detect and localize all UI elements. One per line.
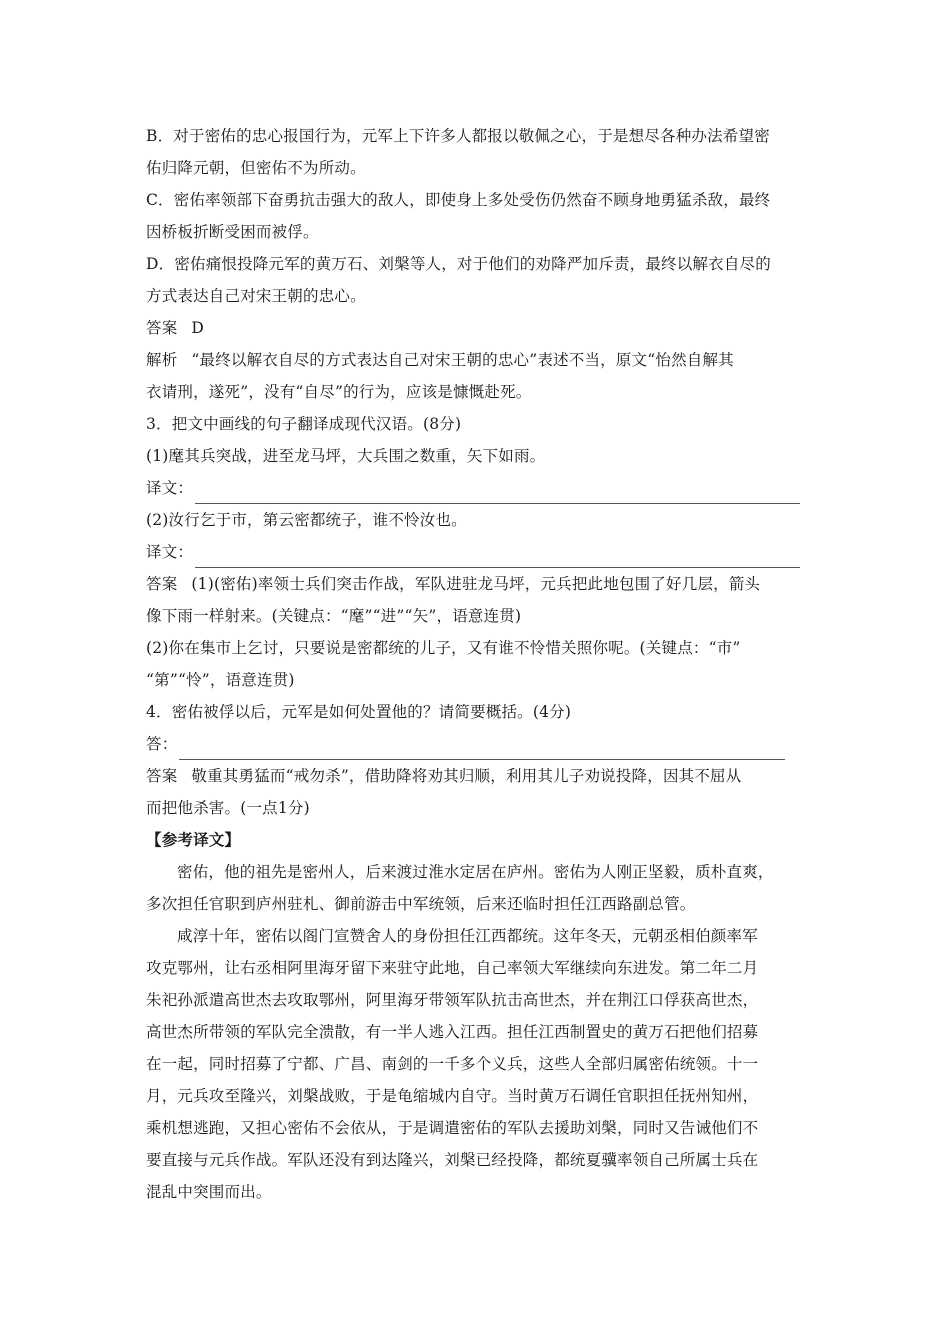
q3-item-1: (1)麾其兵突战，进至龙马坪，大兵围之数重，矢下如雨。 [146,447,546,465]
reference-para-1-line: 密佑，他的祖先是密州人，后来渡过淮水定居在庐州。密佑为人刚正坚毅，质朴直爽， [177,863,774,881]
answer-input[interactable] [179,737,785,760]
q3-answer-line-2: 像下雨一样射来。(关键点：“麾”“进”“矢”，语意连贯) [146,607,522,625]
reference-para-2-line: 混乱中突围而出。 [146,1183,272,1201]
reference-para-2-line: 咸淳十年，密佑以阁门宣赞舍人的身份担任江西都统。这年冬天，元朝丞相伯颜率军 [177,927,758,945]
q3-title: 3．把文中画线的句子翻译成现代汉语。(8分) [146,415,462,433]
reference-para-2-line: 要直接与元兵作战。军队还没有到达隆兴，刘槃已经投降，都统夏骥率领自己所属士兵在 [146,1151,759,1169]
document-page [146,120,810,1208]
reference-para-2-line: 月，元兵攻至隆兴，刘槃战败，于是龟缩城内自守。当时黄万石调任官职担任抚州知州， [146,1087,759,1105]
option-c-line-2: 因桥板折断受困而被俘。 [146,223,319,241]
translation-input-1[interactable] [195,481,800,504]
answer-text: (1)(密佑)率领士兵们突击作战，军队进驻龙马坪，元兵把此地包围了好几层，箭头 [191,575,761,593]
option-d-line-2: 方式表达自己对宋王朝的忠心。 [146,287,366,305]
answer-label: 答案 [146,575,178,593]
translation-label: 译文： [146,543,194,561]
option-b-line-2: 佑归降元朝，但密佑不为所动。 [146,159,366,177]
q3-translation-row-2 [146,536,810,568]
q3-translation-row-1 [146,472,810,504]
answer-prompt: 答： [146,735,178,753]
q2-answer [146,312,810,344]
answer-label: 答案 [146,767,178,785]
translation-label: 译文： [146,479,194,497]
reference-para-2-line: 乘机想逃跑，又担心密佑不会依从，于是调遣密佑的军队去援助刘槃，同时又告诫他们不 [146,1119,759,1137]
q3-answer-line-1 [146,568,810,600]
q3-answer-line-3: (2)你在集市上乞讨，只要说是密都统的儿子，又有谁不怜惜关照你呢。(关键点：“市” [146,639,741,657]
reference-heading: 【参考译文】 [146,830,241,849]
reference-para-2-line: 在一起，同时招募了宁都、广昌、南剑的一千多个义兵，这些人全部归属密佑统领。十一 [146,1055,759,1073]
q3-answer-line-4: “第”“怜”，语意连贯) [146,671,295,689]
q4-answer-line-2: 而把他杀害。(一点1分) [146,799,310,817]
reference-para-2-line: 高世杰所带领的军队完全溃散，有一半人逃入江西。担任江西制置史的黄万石把他们招募 [146,1023,759,1041]
translation-input-2[interactable] [195,545,800,568]
q4-answer-line-1 [146,760,810,792]
answer-value: D [191,319,205,337]
q3-item-2: (2)汝行乞于市，第云密都统子，谁不怜汝也。 [146,511,467,529]
reference-para-2-line: 朱祀孙派遣高世杰去攻取鄂州，阿里海牙带领军队抗击高世杰，并在荆江口俘获高世杰， [146,991,759,1009]
reference-para-2-line: 攻克鄂州，让右丞相阿里海牙留下来驻守此地，自己率领大军继续向东进发。第二年二月 [146,959,759,977]
q4-answer-row [146,728,810,760]
q2-analysis-line-1 [146,344,810,376]
option-c-line-1: C．密佑率领部下奋勇抗击强大的敌人，即使身上多处受伤仍然奋不顾身地勇猛杀敌，最终 [146,191,771,209]
reference-para-1-line: 多次担任官职到庐州驻札、御前游击中军统领，后来还临时担任江西路副总管。 [146,895,696,913]
q2-analysis-line-2: 衣请刑，遂死”，没有“自尽”的行为，应该是慷慨赴死。 [146,383,532,401]
option-b-line-1: B．对于密佑的忠心报国行为，元军上下许多人都报以敬佩之心，于是想尽各种办法希望密 [146,127,770,145]
answer-text: 敬重其勇猛而“戒勿杀”，借助降将劝其归顺，利用其儿子劝说投降，因其不屈从 [191,767,742,785]
analysis-label: 解析 [146,351,178,369]
option-d-line-1: D．密佑痛恨投降元军的黄万石、刘槃等人，对于他们的劝降严加斥责，最终以解衣自尽的 [146,255,771,273]
answer-label: 答案 [146,319,178,337]
q4-title: 4．密佑被俘以后，元军是如何处置他的？请简要概括。(4分) [146,703,572,721]
analysis-text-1: “最终以解衣自尽的方式表达自己对宋王朝的忠心”表述不当，原文“怡然自解其 [191,351,734,369]
